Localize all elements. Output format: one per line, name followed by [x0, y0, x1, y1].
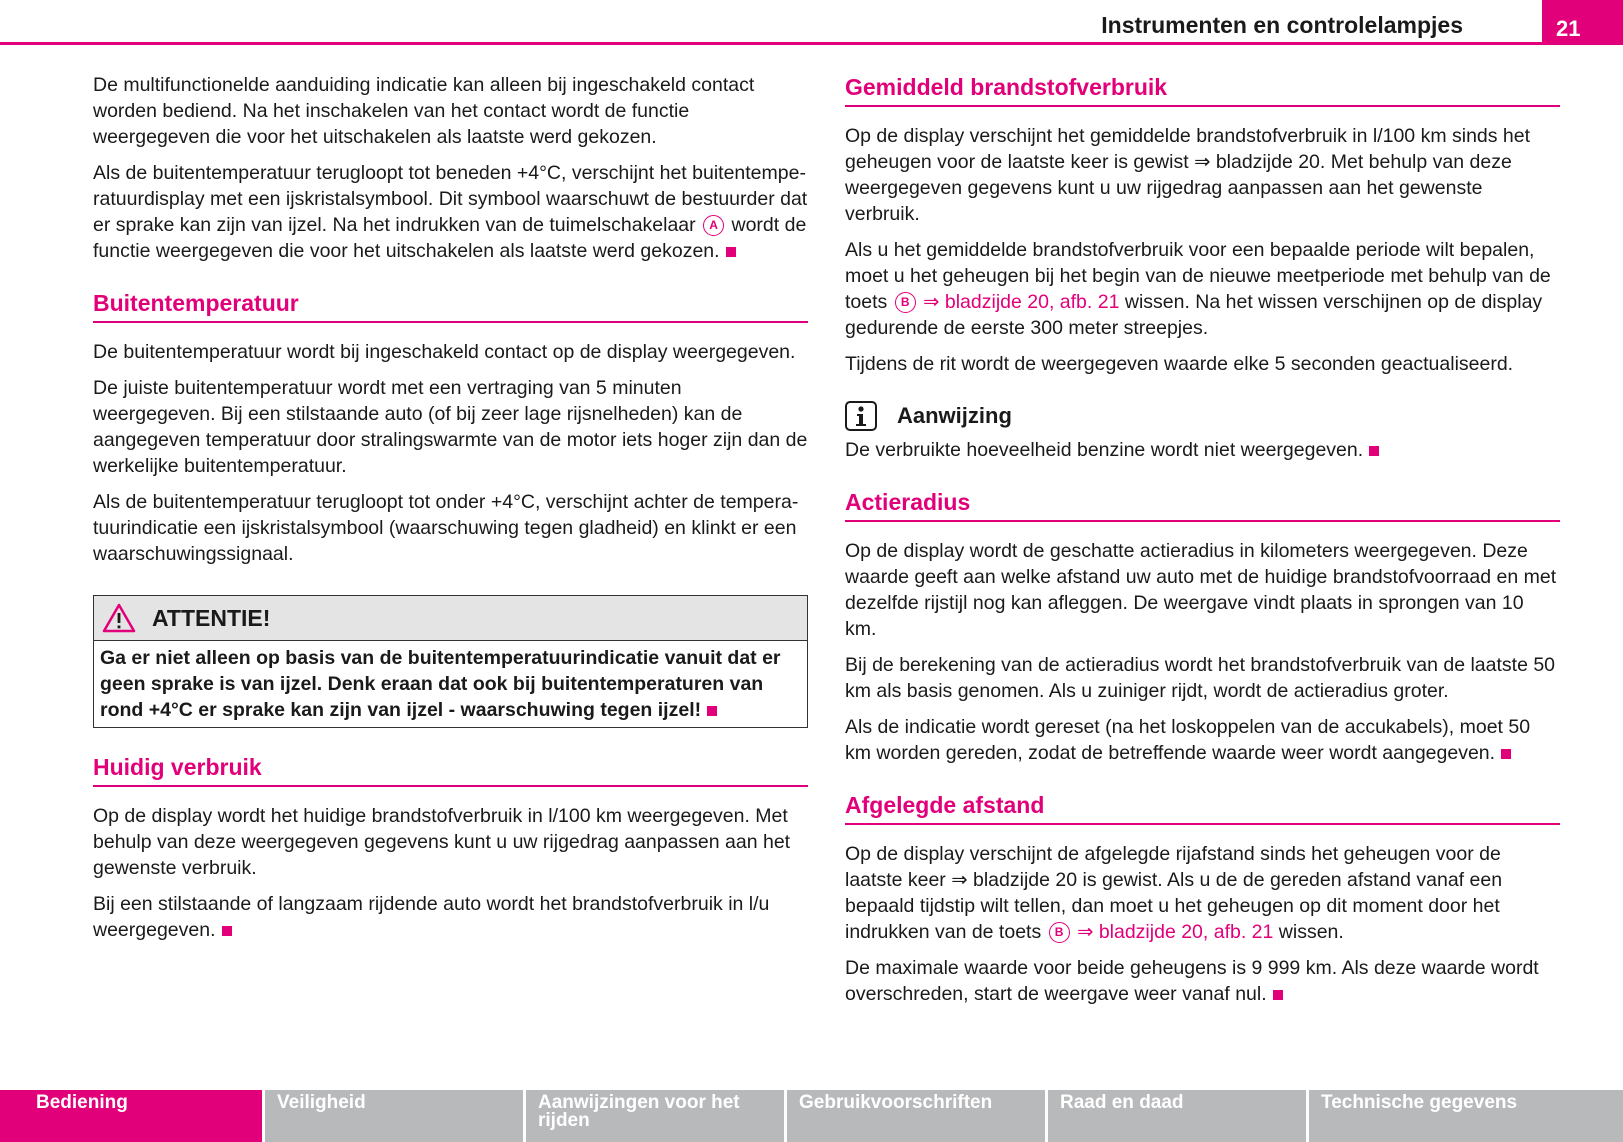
end-square-icon — [1369, 446, 1379, 456]
warning-text — [94, 641, 807, 727]
intro-paragraph: De multifunctionelde aanduiding indicatie kan alleen bij ingeschakeld contact worden bediend. Na het inschakelen van het contact wordt de functie weergegeven die voor het uitschakelen als laatste werd gekozen. — [93, 74, 755, 148]
paragraph-text: De maximale waarde voor beide geheugens is 9 999 km. Als deze waarde wordt overschreden, start de weergave weer vanaf nul. — [845, 957, 1539, 1005]
section-actieradius — [845, 489, 1560, 766]
section-heading: Huidig verbruik — [93, 754, 808, 787]
page-reference: ⇒ bladzijde 20 — [1194, 151, 1320, 173]
left-column — [93, 72, 808, 953]
section-huidig-verbruik — [93, 754, 808, 943]
paragraph — [845, 123, 1560, 227]
button-b-badge-icon: B — [1049, 922, 1070, 943]
note-text — [845, 437, 1560, 463]
paragraph-text: Als de indicatie wordt gereset (na het loskoppelen van de accukabels), moet 50 km worden gereden, zodat de betreffende waarde weer wordt aangegeven. — [845, 716, 1531, 764]
paragraph — [93, 891, 808, 943]
paragraph-text: Bij een stilstaande of langzaam rijdende auto wordt het brandstofverbruik in l/u weergegeven. — [93, 893, 770, 941]
page-reference-link[interactable]: ⇒ bladzijde 20, afb. 21 — [1077, 921, 1274, 943]
end-square-icon — [1501, 749, 1511, 759]
warning-header — [94, 596, 807, 641]
tab-veiligheid[interactable]: Veiligheid — [265, 1090, 523, 1142]
intro-paragraph-2 — [93, 160, 808, 264]
tab-gebruikvoorschriften[interactable]: Gebruikvoorschriften — [787, 1090, 1045, 1142]
paragraph-text: . Met behulp van deze weergegeven gegevens kunt u uw rijgedrag aanpassen aan het gewenste verbruik. — [845, 151, 1512, 225]
paragraph: Op de display wordt het huidige brandstofverbruik in l/100 km weergegeven. Met behulp van deze weergegeven gegevens kunt u uw rijgedrag aanpassen aan het gewenste verbruik. — [93, 805, 791, 879]
right-column — [845, 72, 1560, 1017]
section-heading: Buitentemperatuur — [93, 290, 808, 323]
tab-technische-gegevens[interactable]: Technische gegevens — [1309, 1090, 1623, 1142]
section-gemiddeld-verbruik — [845, 74, 1560, 377]
end-square-icon — [726, 247, 736, 257]
note-title: Aanwijzing — [897, 403, 1012, 428]
end-square-icon — [222, 926, 232, 936]
paragraph-text: is gewist. Als u de de gereden afstand vanaf een bepaald tijdstip wilt tellen, dan moet u het geheugen op dit moment door het indrukken van de toets — [845, 869, 1503, 943]
button-a-badge-icon: A — [703, 215, 724, 236]
page-number: 21 — [1542, 0, 1623, 45]
header-rule — [0, 42, 1623, 45]
section-heading: Gemiddeld brandstofverbruik — [845, 74, 1560, 107]
warning-triangle-icon — [102, 603, 136, 633]
footer-tabs — [0, 1090, 1623, 1142]
paragraph — [845, 841, 1560, 945]
paragraph-text: wissen. — [1278, 921, 1344, 943]
paragraph: De buitentemperatuur wordt bij ingeschakeld contact op de display weergegeven. — [93, 341, 796, 363]
paragraph-text: Als u het gemiddelde brandstofverbruik voor een bepaalde periode wilt bepalen, moet u het geheugen bij het begin van de nieuwe meetperiode met behulp van de toets — [845, 239, 1551, 313]
page-header — [0, 0, 1623, 46]
section-heading: Afgelegde afstand — [845, 792, 1560, 825]
paragraph-text: Op de display verschijnt de afgelegde rijafstand sinds het geheugen voor de laatste keer — [845, 843, 1501, 891]
page-reference-link[interactable]: ⇒ bladzijde 20, afb. 21 — [923, 291, 1120, 313]
warning-text-content: Ga er niet alleen op basis van de buitentemperatuurindicatie vanuit dat er geen sprake is van ijzel. Denk eraan dat ook bij buitentemperaturen van rond +4°C er sprake kan zijn van ijzel - waarschuwing tegen ijzel! — [100, 647, 781, 721]
paragraph — [845, 714, 1560, 766]
section-buitentemperatuur — [93, 290, 808, 567]
note-text-content: De verbruikte hoeveelheid benzine wordt niet weergegeven. — [845, 439, 1364, 461]
paragraph: De juiste buitentemperatuur wordt met een vertraging van 5 minuten weergegeven. Bij een stilstaande auto (of bij zeer lage rijsnelheden) kan de aangegeven temperatuur door stralingswarmte van de motor iets hoger zijn dan de werkelijke buitentemperatuur. — [93, 377, 808, 477]
button-b-badge-icon: B — [895, 292, 916, 313]
paragraph-text: wissen. Na het wissen verschijnen op de display gedurende de eerste 300 meter streepjes. — [845, 291, 1543, 339]
tab-aanwijzingen[interactable]: Aanwijzingen voor het rijden — [526, 1090, 784, 1142]
tab-bediening[interactable]: Bediening — [0, 1090, 262, 1142]
paragraph: Op de display wordt de geschatte actieradius in kilometers weergegeven. Deze waarde geeft aan welke afstand uw auto met de huidige brandstofvoorraad en met dezelfde rijstijl nog kan afleggen. De weergave vindt plaats in sprongen van 10 km. — [845, 540, 1557, 640]
paragraph: Tijdens de rit wordt de weergegeven waarde elke 5 seconden geactualiseerd. — [845, 353, 1514, 375]
paragraph — [845, 955, 1560, 1007]
info-icon — [845, 401, 877, 431]
paragraph — [845, 237, 1560, 341]
paragraph-text: Op de display verschijnt het gemiddelde brandstofverbruik in l/100 km sinds het geheugen voor de laatste keer is gewist — [845, 125, 1531, 173]
intro-text-a: Als de buitentemperatuur terugloopt tot beneden +4°C, verschijnt het buitentemperatuurdisplay met een ijskristalsymbool. Dit symbool waarschuwt de bestuurder dat er sprake kan zijn van ijzel. Na het indrukken van de tuimelschakelaar — [93, 162, 808, 236]
section-afgelegde-afstand — [845, 792, 1560, 1007]
paragraph: Bij de berekening van de actieradius wordt het brandstofverbruik van de laatste 50 km als basis genomen. Als u zuiniger rijdt, wordt de actieradius groter. — [845, 654, 1556, 702]
section-heading: Actieradius — [845, 489, 1560, 522]
warning-box — [93, 595, 808, 728]
intro-text-b: wordt de functie weergegeven die voor het uitschakelen als laatste werd gekozen. — [93, 214, 807, 262]
chapter-title: Instrumenten en controlelampjes — [1101, 12, 1463, 38]
paragraph: Als de buitentemperatuur terugloopt tot onder +4°C, verschijnt achter de temperatuurindicatie een ijskristalsymbool (waarschuwing tegen gladheid) en klinkt er een waarschuwingssignaal. — [93, 491, 799, 565]
page-reference: ⇒ bladzijde 20 — [951, 869, 1078, 891]
warning-title: ATTENTIE! — [152, 604, 271, 631]
end-square-icon — [1273, 990, 1283, 1000]
note-header — [845, 401, 1560, 431]
tab-raad-en-daad[interactable]: Raad en daad — [1048, 1090, 1306, 1142]
end-square-icon — [707, 706, 717, 716]
